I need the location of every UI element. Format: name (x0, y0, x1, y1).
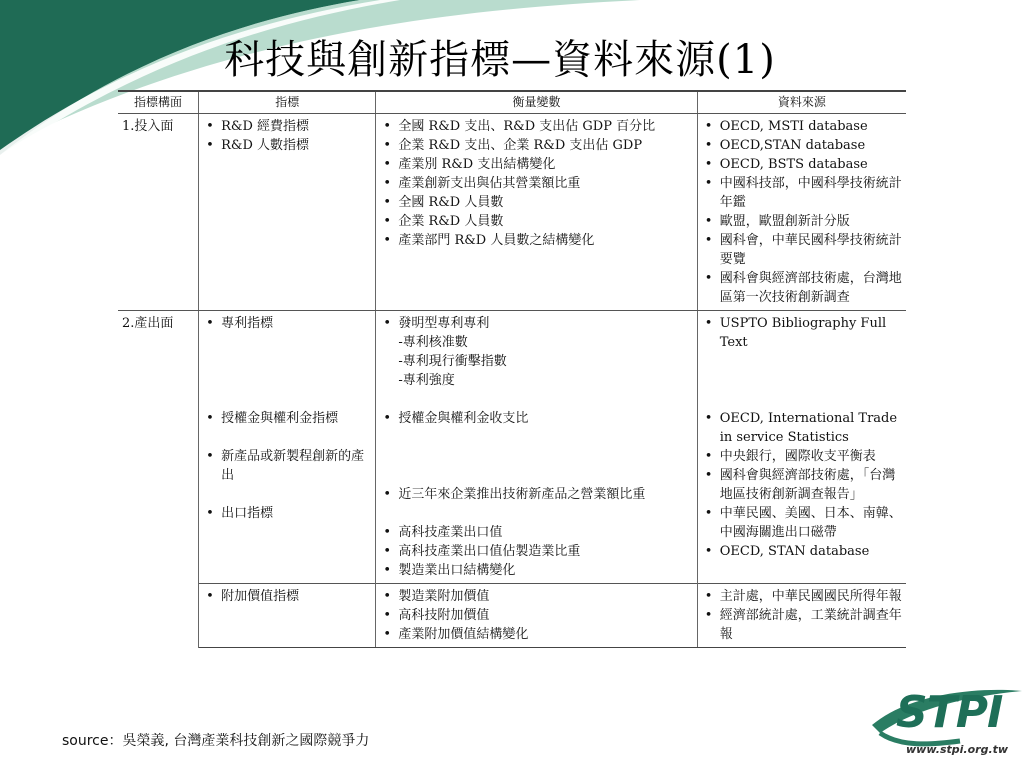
measure-cell (376, 114, 697, 311)
measure-item: • 發明型專利專利 (380, 314, 692, 333)
measure-subitem: -專利強度 (398, 373, 455, 388)
slide-title: 科技與創新指標—資料來源(1) (224, 37, 776, 83)
measure-item: • 高科技產業出口值 (380, 523, 692, 542)
header-measure: 衡量變數 (376, 91, 697, 114)
measure-item: • 企業 R&D 人員數 (380, 212, 692, 231)
source-citation (62, 730, 369, 750)
data-source-table (118, 90, 906, 648)
header-source: 資料來源 (697, 91, 906, 114)
measure-item: • 企業 R&D 支出、企業 R&D 支出佔 GDP (380, 136, 692, 155)
logo-wordmark: STPI (896, 687, 1003, 738)
measure-cell (376, 311, 697, 584)
source-cell (697, 114, 906, 311)
measure-item: • 產業部門 R&D 人員數之結構變化 (380, 231, 692, 250)
stpi-logo (870, 685, 1024, 768)
table-row (118, 311, 906, 584)
header-dimension: 指標構面 (118, 91, 199, 114)
source-item: • OECD, STAN database (702, 542, 902, 561)
table-row (118, 114, 906, 311)
indicator-item: • 專利指標 (203, 314, 371, 333)
source-item: • USPTO Bibliography Full Text (702, 314, 902, 352)
source-item: • 國科會，中華民國科學技術統計要覽 (702, 231, 902, 269)
measure-subitem: -專利核准數 (398, 335, 468, 350)
source-item: • OECD, MSTI database (702, 117, 902, 136)
indicator-item: • R&D 經費指標 (203, 117, 371, 136)
source-cell (697, 584, 906, 648)
indicator-cell (199, 584, 376, 648)
source-item: • 中央銀行，國際收支平衡表 (702, 447, 902, 466)
measure-item: • 製造業附加價值 (380, 587, 692, 606)
table-row (118, 584, 906, 648)
logo-url: www.stpi.org.tw (906, 743, 1009, 756)
source-item: • OECD, BSTS database (702, 155, 902, 174)
indicator-item: • 新產品或新製程創新的產出 (203, 447, 371, 485)
measure-item: • 近三年來企業推出技術新產品之營業額比重 (380, 485, 692, 504)
indicator-cell (199, 114, 376, 311)
source-item: • 經濟部統計處，工業統計調查年報 (702, 606, 902, 644)
indicator-item: • 授權金與權利金指標 (203, 409, 371, 428)
measure-item: • 全國 R&D 人員數 (380, 193, 692, 212)
source-item: • 中華民國、美國、日本、南韓、中國海關進出口磁帶 (702, 504, 902, 542)
source-item: • OECD,STAN database (702, 136, 902, 155)
dimension-cell: 1.投入面 (118, 114, 199, 311)
source-item: • 國科會與經濟部技術處，「台灣地區技術創新調查報告」 (702, 466, 902, 504)
source-item: • 歐盟，歐盟創新計分版 (702, 212, 902, 231)
indicator-cell (199, 311, 376, 584)
indicator-item: • 附加價值指標 (203, 587, 371, 606)
measure-item: • 產業附加價值結構變化 (380, 625, 692, 644)
source-item: • 國科會與經濟部技術處，台灣地區第一次技術創新調查 (702, 269, 902, 307)
indicator-item: • R&D 人數指標 (203, 136, 371, 155)
source-cell (697, 311, 906, 584)
measure-item: • 全國 R&D 支出、R&D 支出佔 GDP 百分比 (380, 117, 692, 136)
measure-item: • 高科技附加價值 (380, 606, 692, 625)
measure-item: • 授權金與權利金收支比 (380, 409, 692, 428)
measure-item: • 產業別 R&D 支出結構變化 (380, 155, 692, 174)
table-header-row (118, 91, 906, 114)
source-item: • 主計處，中華民國國民所得年報 (702, 587, 902, 606)
source-label: source： (62, 733, 123, 749)
header-indicator: 指標 (199, 91, 376, 114)
indicator-item: • 出口指標 (203, 504, 371, 523)
source-item: • 中國科技部，中國科學技術統計年鑑 (702, 174, 902, 212)
measure-item: • 高科技產業出口值佔製造業比重 (380, 542, 692, 561)
measure-item: • 製造業出口結構變化 (380, 561, 692, 580)
measure-item: • 產業創新支出與佔其營業額比重 (380, 174, 692, 193)
source-item: • OECD, International Trade in service Statistics (702, 409, 902, 447)
dimension-cell: 2.產出面 (118, 311, 199, 648)
measure-cell (376, 584, 697, 648)
measure-subitem: -專利現行衝擊指數 (398, 354, 507, 369)
source-text: 吳榮義, 台灣產業科技創新之國際競爭力 (122, 733, 370, 749)
